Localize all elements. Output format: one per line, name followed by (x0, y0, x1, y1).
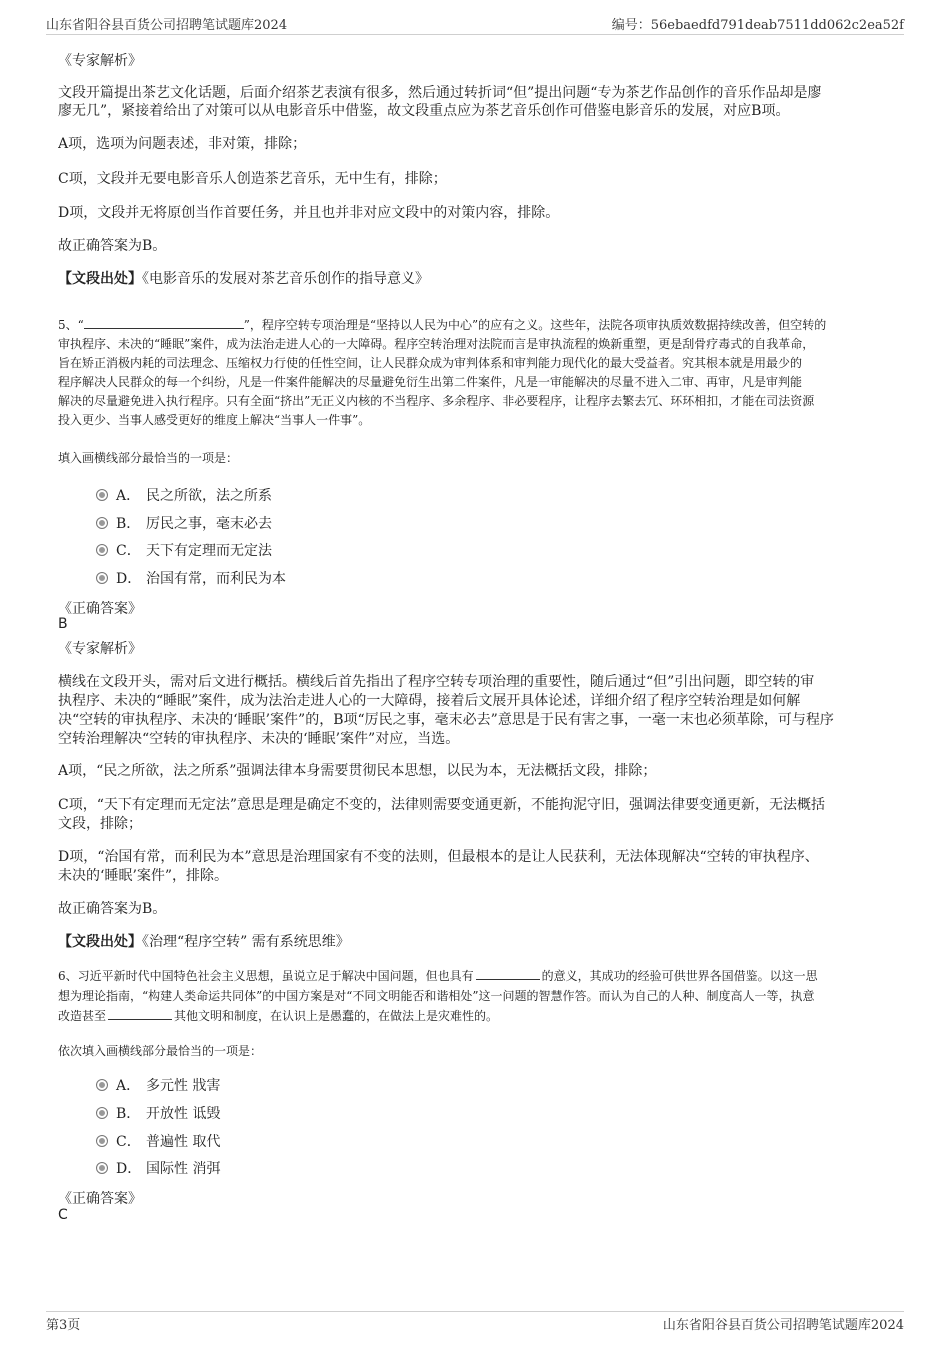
header-doc-id: 编号：56ebaedfd791deab7511dd062c2ea52f (611, 18, 904, 33)
footer-title: 山东省阳谷县百货公司招聘笔试题库2024 (662, 1318, 904, 1333)
radio-icon[interactable] (96, 1162, 108, 1174)
q6-answer-heading: 《正确答案》 (58, 1191, 142, 1207)
page-number: 第3页 (46, 1318, 81, 1333)
q6-stem-line: 想为理论指南，“构建人类命运共同体”的中国方案是对“不同文明能否和谐相处”这一问题的智慧作答。而认为自己的人种、制度高人一等，执意 (58, 989, 815, 1003)
q6-stem-line: 6、习近平新时代中国特色社会主义思想，虽说立足于解决中国问题，但也具有 的意义，其成功的经验可供世界各国借鉴。以这一思 (58, 969, 818, 983)
q5-number: 5、“ (58, 318, 84, 332)
q5-option-d-explain: D项，“治国有常，而利民为本”意思是治理国家有不变的法则，但最根本的是让人民获利，无法体现解决“空转的审执程序、 (58, 849, 819, 865)
q5-stem-line: 审执程序、未决的“睡眠”案件，成为法治走进人心的一大障碍。程序空转治理对法院而言是审执流程的焕新重塑，更是刮骨疗毒式的自我革命， (58, 337, 815, 351)
q5-analysis-line: 横线在文段开头，需对后文进行概括。横线后首先指出了程序空转专项治理的重要性，随后通过“但”引出问题，即空转的审 (58, 674, 815, 690)
q5-source-text: 《治理“程序空转” 需有系统思维》 (142, 934, 350, 950)
radio-icon[interactable] (96, 1079, 108, 1091)
q4-source-label: 【文段出处】 (58, 271, 142, 287)
q6-option-d[interactable]: D． 国际性 消弭 (96, 1158, 220, 1178)
q6-answer: C (58, 1207, 68, 1223)
q4-analysis-line: 廖无几”，紧接着给出了对策可以从电影音乐中借鉴，故文段重点应为茶艺音乐创作可借鉴电影音乐的发展，对应B项。 (58, 103, 790, 119)
q6-blank-2 (108, 1008, 172, 1020)
q5-stem-line: 投入更少、当事人感受更好的维度上解决“当事人一件事”。 (58, 413, 371, 427)
q5-conclusion: 故正确答案为B。 (58, 901, 167, 917)
radio-icon[interactable] (96, 1135, 108, 1147)
q5-option-d-explain: 未决的‘睡眠’案件”，排除。 (58, 868, 229, 884)
radio-icon[interactable] (96, 1107, 108, 1119)
q6-blank-1 (476, 968, 540, 980)
q6-stem-line: 改造甚至 其他文明和制度，在认识上是愚蠢的，在做法上是灾难性的。 (58, 1009, 499, 1023)
q6-option-a[interactable]: A． 多元性 戕害 (96, 1075, 220, 1095)
radio-icon[interactable] (96, 544, 108, 556)
q4-conclusion: 故正确答案为B。 (58, 238, 167, 254)
q6-option-c[interactable]: C． 普遍性 取代 (96, 1131, 220, 1151)
q4-expert-heading: 《专家解析》 (58, 53, 142, 69)
q5-option-c-explain: 文段，排除； (58, 816, 142, 832)
radio-icon[interactable] (96, 489, 108, 501)
header-title: 山东省阳谷县百货公司招聘笔试题库2024 (46, 18, 288, 33)
q4-option-c-explain: C项，文段并无要电影音乐人创造茶艺音乐，无中生有，排除； (58, 171, 447, 187)
q4-option-a-explain: A项，选项为问题表述，非对策，排除； (58, 136, 307, 152)
q5-prompt: 填入画横线部分最恰当的一项是： (58, 451, 239, 465)
q6-prompt: 依次填入画横线部分最恰当的一项是： (58, 1044, 263, 1058)
q6-option-b[interactable]: B． 开放性 诋毁 (96, 1103, 220, 1123)
q5-analysis-line: 空转治理解决“空转的审执程序、未决的‘睡眠’案件”对应，当选。 (58, 731, 460, 747)
q5-option-b[interactable]: B． 厉民之事，毫末必去 (96, 513, 272, 533)
q5-option-c-explain: C项，“天下有定理而无定法”意思是理是确定不变的，法律则需要变通更新，不能拘泥守旧，强调法律要变通更新，无法概括 (58, 797, 826, 813)
q5-option-c[interactable]: C． 天下有定理而无定法 (96, 540, 272, 560)
q5-expert-heading: 《专家解析》 (58, 641, 142, 657)
footer-divider (46, 1311, 904, 1312)
q5-answer-heading: 《正确答案》 (58, 601, 142, 617)
q4-source-text: 《电影音乐的发展对茶艺音乐创作的指导意义》 (142, 271, 429, 287)
header-divider (46, 34, 904, 35)
q5-option-d[interactable]: D． 治国有常，而利民为本 (96, 568, 286, 588)
radio-icon[interactable] (96, 572, 108, 584)
q5-stem-line: 旨在矫正消极内耗的司法理念、压缩权力行使的任性空间，让人民群众成为审判体系和审判能力现代化的最大受益者。究其根本就是用最少的 (58, 356, 803, 370)
q5-stem-line: 程序解决人民群众的每一个纠纷，凡是一件案件能解决的尽量避免衍生出第二件案件，凡是一审能解决的尽量不进入二审、再审，凡是审判能 (58, 375, 803, 389)
q5-stem-line (58, 316, 898, 333)
q5-answer: B (58, 616, 68, 632)
q5-analysis-line: 决“空转的审执程序、未决的‘睡眠’案件”的，B项“厉民之事，毫末必去”意思是于民有害之事，一毫一末也必须革除，可与程序 (58, 712, 834, 728)
radio-icon[interactable] (96, 517, 108, 529)
q5-analysis-line: 执程序、未决的“睡眠”案件，成为法治走进人心的一大障碍，接着后文展开具体论述，详细介绍了程序空转治理是如何解 (58, 693, 801, 709)
q5-option-a-explain: A项，“民之所欲，法之所系”强调法律本身需要贯彻民本思想，以民为本，无法概括文段，排除； (58, 763, 657, 779)
q5-option-a[interactable]: A． 民之所欲，法之所系 (96, 485, 272, 505)
q5-stem-text: ”，程序空转专项治理是“坚持以人民为中心”的应有之义。这些年，法院各项审执质效数据持续改善，但空转的 (243, 318, 827, 332)
q5-source-label: 【文段出处】 (58, 934, 142, 950)
q4-option-d-explain: D项，文段并无将原创当作首要任务，并且也并非对应文段中的对策内容，排除。 (58, 205, 560, 221)
q4-source (58, 268, 898, 288)
q5-blank (84, 317, 244, 329)
q5-source (58, 931, 898, 951)
q4-analysis-line: 文段开篇提出茶艺文化话题，后面介绍茶艺表演有很多，然后通过转折词“但”提出问题“专为茶艺作品创作的音乐作品却是廖 (58, 85, 822, 101)
q5-stem-line: 解决的尽量避免进入执行程序。只有全面“挤出”无正义内核的不当程序、多余程序、非必要程序，让程序去繁去冗、环环相扣，才能在司法资源 (58, 394, 815, 408)
